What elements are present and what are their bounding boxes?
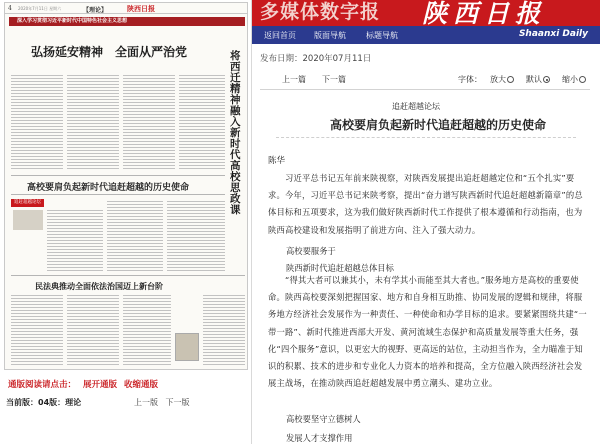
publish-date: 发布日期：2020年07月11日 bbox=[260, 54, 372, 64]
collapse-spread-link[interactable]: 收缩通版 bbox=[123, 380, 158, 390]
text-column bbox=[123, 295, 171, 367]
text-column bbox=[123, 75, 175, 171]
article-toolbar bbox=[260, 74, 590, 86]
newspaper-page-panel bbox=[0, 0, 252, 444]
author-photo bbox=[13, 210, 43, 230]
font-default-option[interactable] bbox=[526, 74, 550, 85]
font-larger-label: 放大 bbox=[490, 75, 506, 84]
text-column bbox=[67, 75, 119, 171]
site-logo: 陕西日报 bbox=[422, 0, 547, 26]
text-column bbox=[107, 201, 163, 272]
spread-links bbox=[8, 378, 162, 390]
page-headline-main[interactable]: 弘扬延安精神 全面从严治党 bbox=[31, 45, 188, 59]
top-nav bbox=[252, 26, 600, 44]
prev-page-link[interactable]: 上一版 bbox=[134, 398, 158, 407]
font-larger-radio[interactable] bbox=[507, 76, 514, 83]
font-smaller-label: 缩小 bbox=[562, 75, 578, 84]
author-photo bbox=[175, 333, 199, 361]
next-article-link[interactable]: 下一篇 bbox=[322, 75, 346, 84]
masthead-logo: 陕西日报 bbox=[127, 4, 155, 13]
text-column bbox=[47, 210, 103, 272]
next-page-link[interactable]: 下一版 bbox=[165, 398, 190, 407]
article-author: 陈华 bbox=[268, 156, 286, 166]
nav-title-navigation[interactable]: 标题导航 bbox=[366, 31, 398, 40]
font-larger-option[interactable] bbox=[490, 74, 514, 85]
text-column bbox=[179, 75, 225, 171]
article-title: 高校要肩负起新时代追赶超越的历史使命 bbox=[330, 118, 547, 132]
text-column bbox=[11, 75, 63, 171]
divider bbox=[11, 194, 225, 195]
spread-read-label: 通版阅读请点击： bbox=[8, 380, 77, 390]
newspaper-page-image[interactable] bbox=[4, 2, 248, 370]
font-size-label: 字体： bbox=[458, 75, 482, 84]
page-theme-banner: 深入学习贯彻习近平新时代中国特色社会主义思想 bbox=[9, 17, 245, 26]
text-column bbox=[67, 295, 119, 367]
masthead-section: 【理论】 bbox=[83, 7, 108, 14]
current-page-label: 当前版：04版：理论 bbox=[6, 398, 82, 407]
page-pager bbox=[134, 397, 195, 408]
article-kicker: 追赶超越论坛 bbox=[392, 102, 440, 111]
toolbar-divider bbox=[260, 89, 590, 90]
nav-page-navigation[interactable]: 版面导航 bbox=[314, 31, 346, 40]
text-column bbox=[203, 295, 245, 367]
font-smaller-radio[interactable] bbox=[579, 76, 586, 83]
site-logo-en: Shaanxi Daily bbox=[518, 29, 588, 39]
font-smaller-option[interactable] bbox=[562, 74, 586, 85]
article-paragraph: 习近平总书记五年前来陕视察，对陕西发展提出追赶超越定位和“五个扎实”要求。今年，习近平总书记来陕考察，提出“奋力谱写陕西新时代追赶超越新篇章”的总体目标和五项要求，这为我们做好陕西新时代工作提供了根本遵循和行动指南，也为陕西高校建设和发展指明了前进方向、注入了强大动力。 bbox=[268, 173, 583, 235]
page-number: 4 bbox=[8, 5, 12, 12]
article-paragraph: “得其大者可以兼其小，未有学其小而能至其大者也。”服务地方是高校的重要使命。陕西高校要深刻把握国家、地方和自身相互助推、协同发展的逻辑和规律，将服务地方经济社会发展作为一种责任、一种使命和办学目标的追求。要紧紧围绕共建“一带一路”、新时代推进西部大开发、黄河流域生态保护和高质量发展等重大任务，强化“四个服务”意识，以更宏大的视野、更高远的站位，主动担当作为，全力瞄准于知识的积累、技术的进步和专业化人力资本的培养和提高，全方位融入陕西经济社会发展主战场，在推动陕西追赶超越发展中勇立潮头、建功立业。 bbox=[268, 275, 587, 389]
article-subhead: 高校要坚守立德树人 bbox=[286, 414, 361, 424]
article-subhead: 发展人才支撑作用 bbox=[286, 433, 353, 443]
divider bbox=[11, 175, 225, 176]
article-subhead: 高校要服务于 bbox=[286, 246, 336, 256]
article-subhead: 陕西新时代追赶超越总体目标 bbox=[286, 263, 394, 273]
page-masthead bbox=[5, 3, 248, 14]
nav-home[interactable]: 返回首页 bbox=[264, 31, 296, 40]
font-default-radio[interactable] bbox=[543, 76, 550, 83]
section-tag: 追赶超越论坛 bbox=[11, 199, 44, 207]
site-banner bbox=[252, 0, 600, 26]
page-headline-bottom[interactable]: 民法典推动全面依法治国迈上新台阶 bbox=[35, 281, 163, 291]
page-navigation bbox=[0, 374, 252, 444]
masthead-date: 2020年7月11日 星期六 bbox=[18, 6, 62, 11]
prev-article-link[interactable]: 上一篇 bbox=[282, 75, 306, 84]
page-headline-highlighted[interactable]: 高校要肩负起新时代追赶超越的历史使命 bbox=[27, 183, 190, 193]
page-headline-vertical[interactable]: 将西迁精神融入新时代高校思政课 bbox=[230, 50, 241, 216]
text-column bbox=[167, 201, 225, 272]
divider bbox=[11, 275, 245, 276]
title-divider bbox=[276, 137, 576, 138]
text-column bbox=[11, 295, 63, 367]
font-default-label: 默认 bbox=[526, 75, 542, 84]
expand-spread-link[interactable]: 展开通版 bbox=[82, 380, 117, 390]
site-title: 多媒体数字报 bbox=[260, 1, 381, 23]
